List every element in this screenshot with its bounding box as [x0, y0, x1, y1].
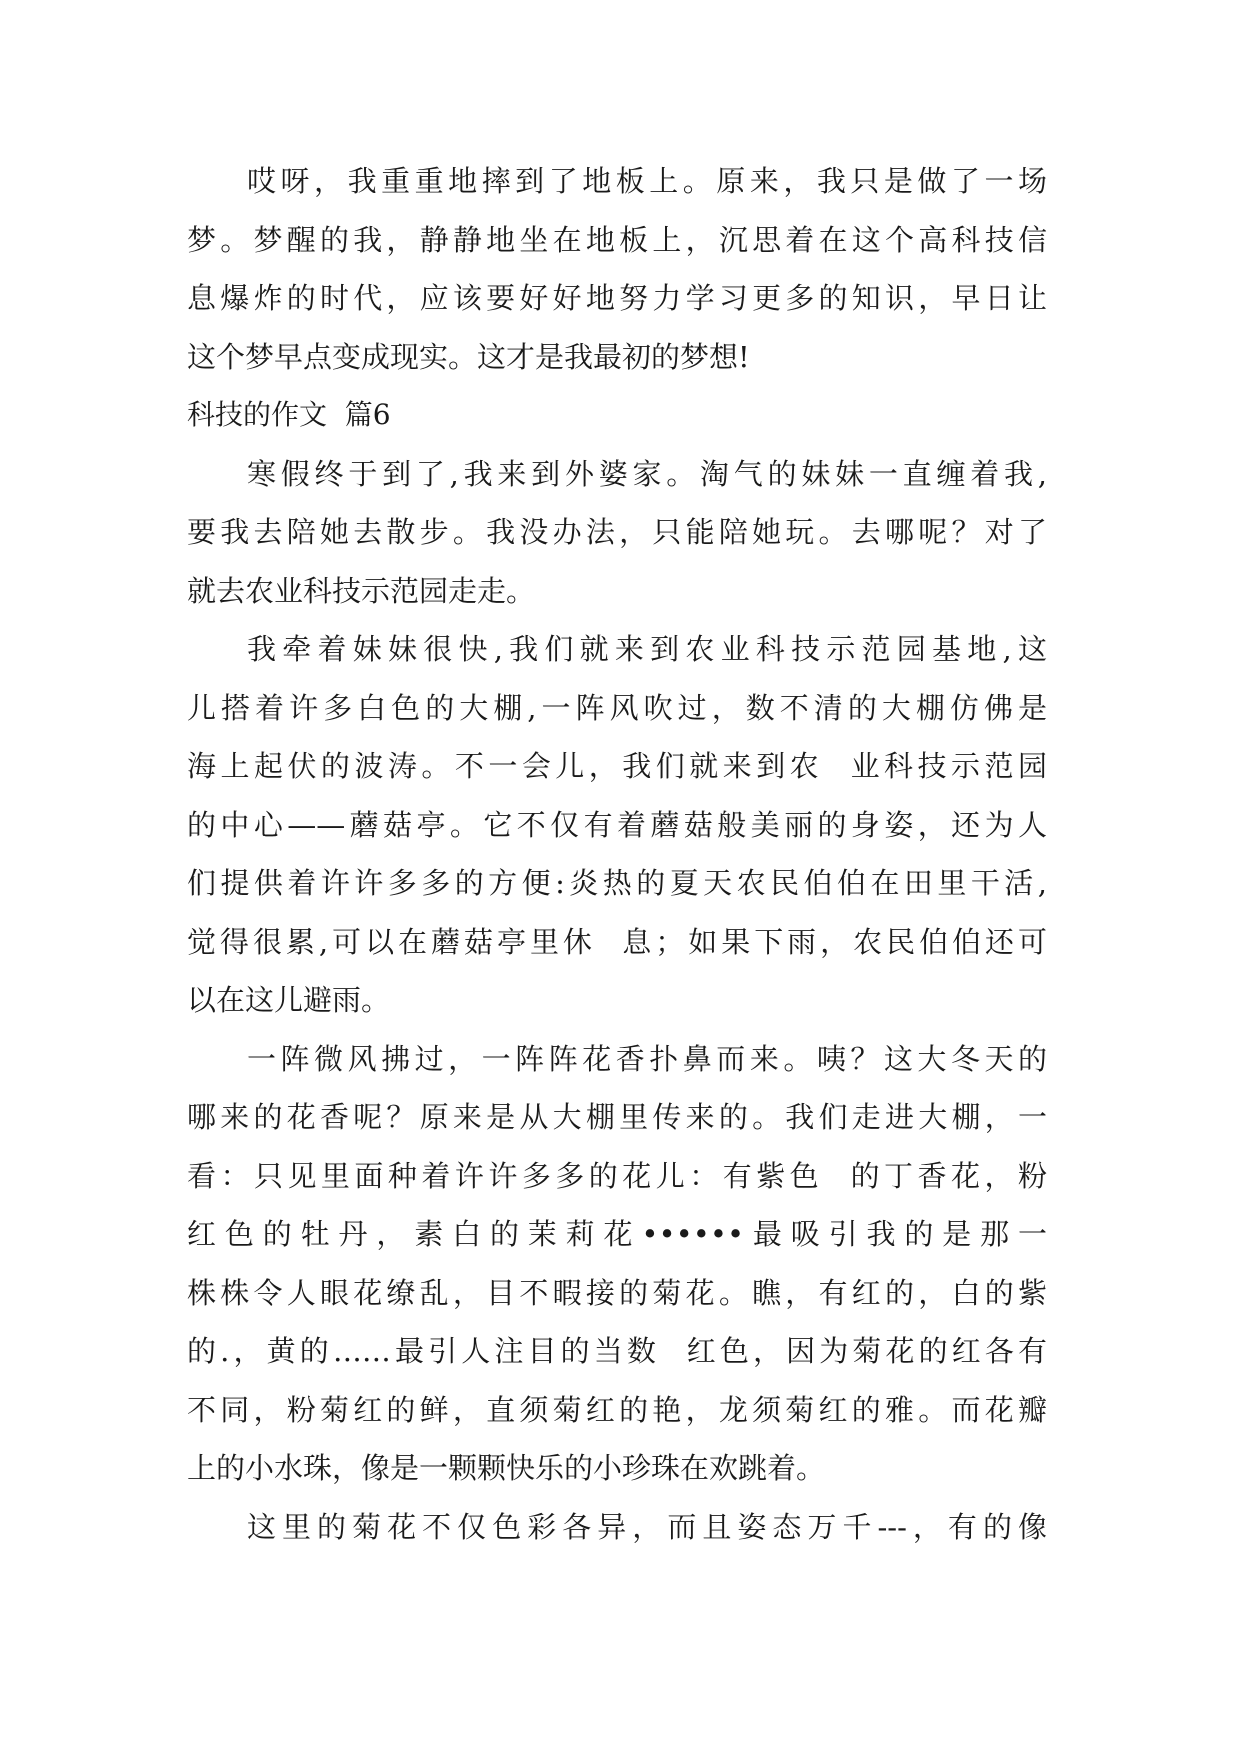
text-line: 的.，黄的……最引人注目的当数 红色，因为菊花的红各有 [187, 1334, 1047, 1368]
text-line: 这个梦早点变成现实。这才是我最初的梦想! [187, 339, 750, 374]
text-line: 我牵着妹妹很快,我们就来到农业科技示范园基地,这 [247, 632, 1047, 666]
section-heading: 科技的作文 篇6 [187, 398, 391, 431]
text-line: 寒假终于到了,我来到外婆家。淘气的妹妹一直缠着我, [247, 456, 1047, 491]
document-body [187, 152, 1047, 1556]
text-line: 看：只见里面种着许许多多的花儿：有紫色 的丁香花，粉 [187, 1158, 1047, 1193]
paragraph [187, 620, 1047, 1030]
text-line: 息爆炸的时代，应该要好好地努力学习更多的知识，早日让 [187, 281, 1047, 315]
paragraph [187, 445, 1047, 621]
paragraph [187, 1498, 1047, 1557]
text-line: 觉得很累,可以在蘑菇亭里休 息；如果下雨，农民伯伯还可 [187, 924, 1047, 959]
text-line: 哪来的花香呢？原来是从大棚里传来的。我们走进大棚，一 [187, 1100, 1047, 1134]
text-line: 就去农业科技示范园走走。 [187, 573, 536, 608]
text-line: 们提供着许许多多的方便:炎热的夏天农民伯伯在田里干活, [187, 866, 1047, 900]
text-line: 红色的牡丹，素白的茉莉花••••••最吸引我的是那一 [187, 1217, 1047, 1251]
text-line: 不同，粉菊红的鲜，直须菊红的艳，龙须菊红的雅。而花瓣 [187, 1392, 1047, 1427]
text-line: 要我去陪她去散步。我没办法，只能陪她玩。去哪呢？对了 [187, 515, 1047, 549]
paragraph [187, 1030, 1047, 1498]
paragraph [187, 152, 1047, 386]
text-line: 海上起伏的波涛。不一会儿，我们就来到农 业科技示范园 [187, 749, 1047, 783]
text-line: 儿搭着许多白色的大棚,一阵风吹过，数不清的大棚仿佛是 [187, 690, 1047, 725]
text-line: 哎呀，我重重地摔到了地板上。原来，我只是做了一场 [247, 164, 1047, 198]
text-line: 梦。梦醒的我，静静地坐在地板上，沉思着在这个高科技信 [187, 222, 1047, 257]
text-line: 一阵微风拂过，一阵阵花香扑鼻而来。咦？这大冬天的 [247, 1041, 1047, 1076]
text-line: 上的小水珠，像是一颗颗快乐的小珍珠在欢跳着。 [187, 1451, 826, 1485]
text-line: 的中心——蘑菇亭。它不仅有着蘑菇般美丽的身姿，还为人 [187, 807, 1047, 842]
text-line: 株株令人眼花缭乱，目不暇接的菊花。瞧，有红的，白的紫 [187, 1275, 1047, 1310]
text-line: 这里的菊花不仅色彩各异，而且姿态万千---，有的像 [247, 1509, 1047, 1544]
text-line: 以在这儿避雨。 [187, 983, 391, 1017]
